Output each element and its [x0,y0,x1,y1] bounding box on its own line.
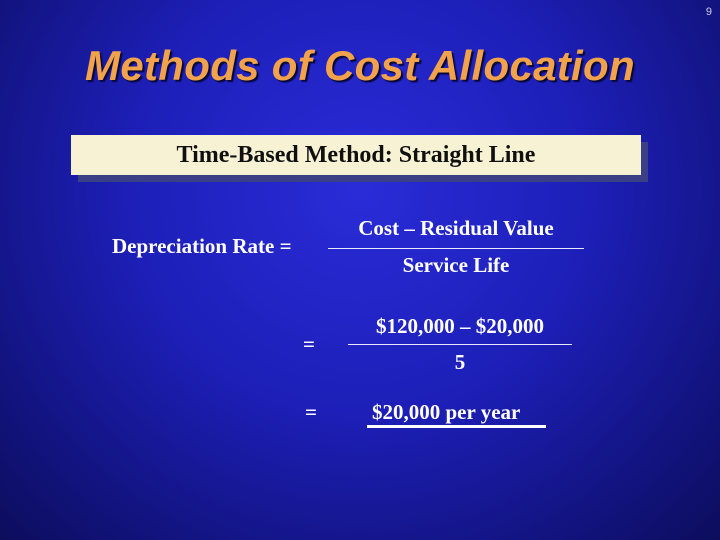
step1-fraction-bar [348,344,572,345]
slide-title: Methods of Cost Allocation [85,42,635,89]
result-value: $20,000 per year [372,400,521,424]
step1-numerator: $120,000 – $20,000 [376,314,544,338]
step1-denominator: 5 [454,350,466,374]
formula-fraction-bar [328,248,584,249]
formula-denominator: Service Life [402,253,510,277]
slide-number: 9 [705,6,712,18]
formula-numerator: Cost – Residual Value [358,216,554,240]
result-underline [367,425,546,428]
step2-equals-sign: = [305,400,317,424]
method-banner [71,135,641,175]
step1-equals-sign: = [303,332,315,356]
banner-text: Time-Based Method: Straight Line [176,141,536,168]
depreciation-rate-label: Depreciation Rate = [112,234,292,258]
